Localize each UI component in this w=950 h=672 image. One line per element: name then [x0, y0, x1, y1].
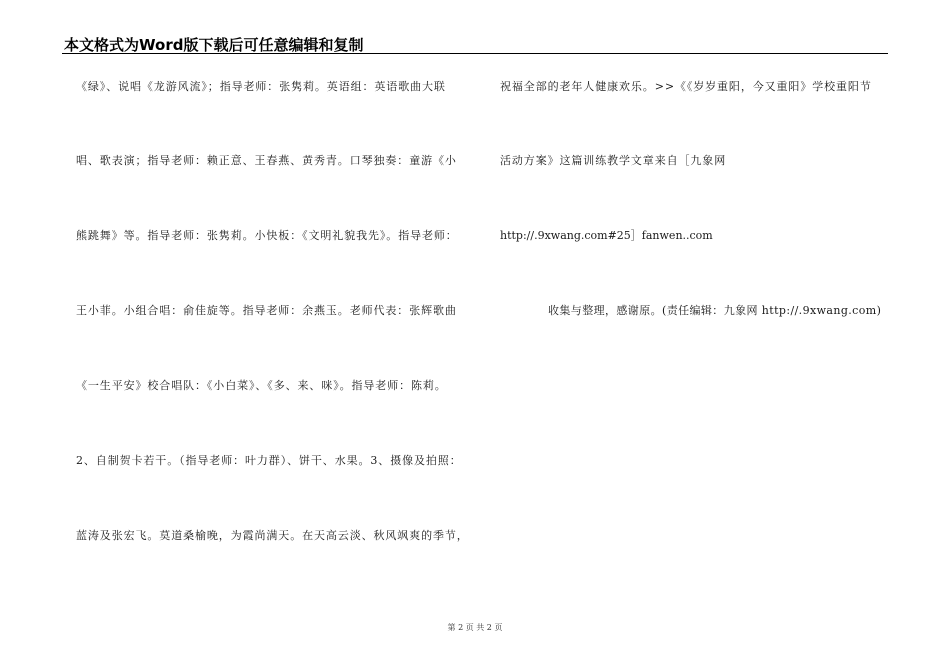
text-line: 王小菲。小组合唱：俞佳旋等。指导老师：余燕玉。老师代表：张辉歌曲: [76, 304, 457, 317]
text-line: 祝福全部的老年人健康欢乐。>>《《岁岁重阳，今又重阳》学校重阳节: [500, 80, 872, 93]
page-number: 第 2 页 共 2 页: [447, 623, 503, 632]
text-line: 2、自制贺卡若干。（指导老师：叶力群）、饼干、水果。3、摄像及拍照：: [76, 454, 462, 467]
document-header-title: 本文格式为Word版下载后可任意编辑和复制: [64, 36, 364, 54]
text-line: 活动方案》这篇训练教学文章来自［九象网: [500, 154, 727, 167]
text-line-url: http://.9xwang.com#25］fanwen..com: [500, 229, 713, 242]
header-divider: [62, 53, 888, 54]
text-line: 《绿》、说唱《龙游风流》；指导老师：张隽莉。英语组：英语歌曲大联: [76, 80, 446, 93]
text-line: 蓝涛及张宏飞。莫道桑榆晚，为霞尚满天。在天高云淡、秋风飒爽的季节，: [76, 529, 469, 542]
text-line: 熊跳舞》等。指导老师：张隽莉。小快板：《文明礼貌我先》。指导老师：: [76, 229, 458, 242]
text-line: 《一生平安》校合唱队：《小白菜》、《多、来、咪》。指导老师：陈莉。: [76, 379, 447, 392]
text-line: 收集与整理，感谢原。(责任编辑：九象网 http://.9xwang.com): [548, 304, 882, 317]
text-line: 唱、歌表演；指导老师：赖正意、王春燕、黄秀青。口琴独奏：童游《小: [76, 154, 457, 167]
